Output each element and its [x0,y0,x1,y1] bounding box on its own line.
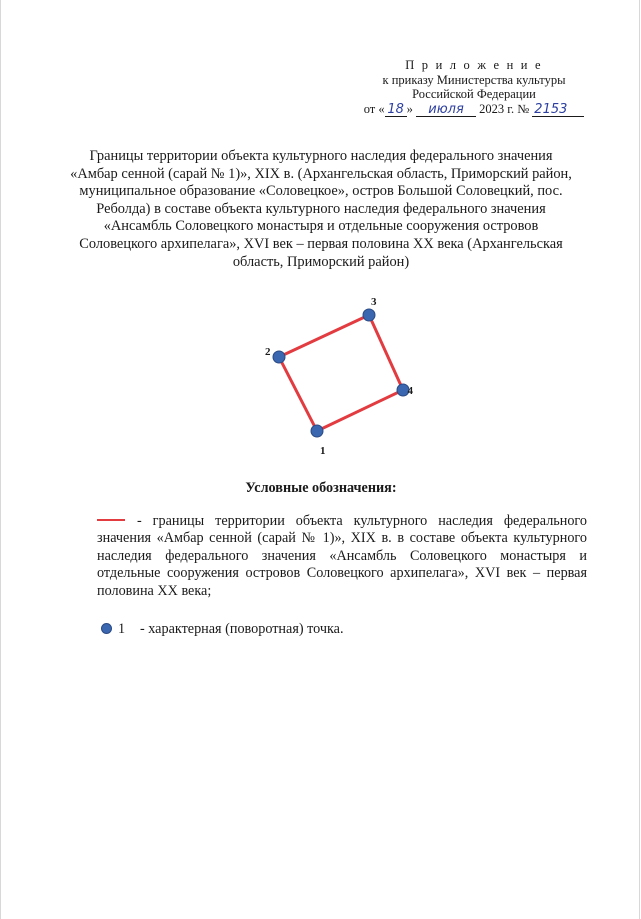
point-marker-3 [363,309,375,321]
handwritten-order-number: 2153 [532,104,584,117]
red-line-icon [97,519,125,521]
date-suffix: 2023 г. № [479,101,530,116]
legend-title: Условные обозначения: [245,480,397,496]
legend-point-item [101,621,344,638]
point-label-3: 3 [371,296,377,308]
point-label-2: 2 [265,346,271,358]
date-mid: » [406,101,413,116]
point-label-4: 4 [407,385,413,397]
appendix-heading: П р и л о ж е н и е [405,58,543,72]
appendix-order-line: к приказу Министерства культуры [382,72,566,87]
legend-boundary-text: - границы территории объекта культурного наследия федерального значения «Амбар сенной (сарай № 1)», XIX в. в составе объекта культурного наследия федерального значения «Ансамбль Соловецкого монастыря и отдельные сооружения островов Соловецкого архипелага», XVI век – первая половина XX века; [97,513,587,599]
point-marker-1 [311,425,323,437]
point-label-1: 1 [320,445,326,457]
boundary-diagram [251,290,411,460]
appendix-date-line [341,102,607,117]
point-marker-2 [273,351,285,363]
document-title: Границы территории объекта культурного наследия федерального значения «Амбар сенной (сарай № 1)», XIX в. (Архангельская область, Приморский район, муниципальное образование «Соловецкое», остров Большой Соловецкий, пос. Реболда) в составе объекта культурного наследия федерального значения «Ансамбль Соловецкого монастыря и отдельные сооружения островов Соловецкого архипелага», XVI век – первая половина XX века (Архангельская область, Приморский район) [70,148,572,270]
date-prefix: от « [363,101,385,116]
appendix-federation-line: Российской Федерации [412,87,536,101]
legend-point-number: 1 [118,621,126,637]
legend-point-text: - характерная (поворотная) точка. [140,621,344,637]
handwritten-month: июля [416,104,476,117]
handwritten-day: 18 [385,104,407,117]
boundary-polygon [279,315,403,431]
legend-boundary-item [97,513,587,600]
blue-dot-icon [101,623,112,634]
appendix-header [341,58,607,117]
